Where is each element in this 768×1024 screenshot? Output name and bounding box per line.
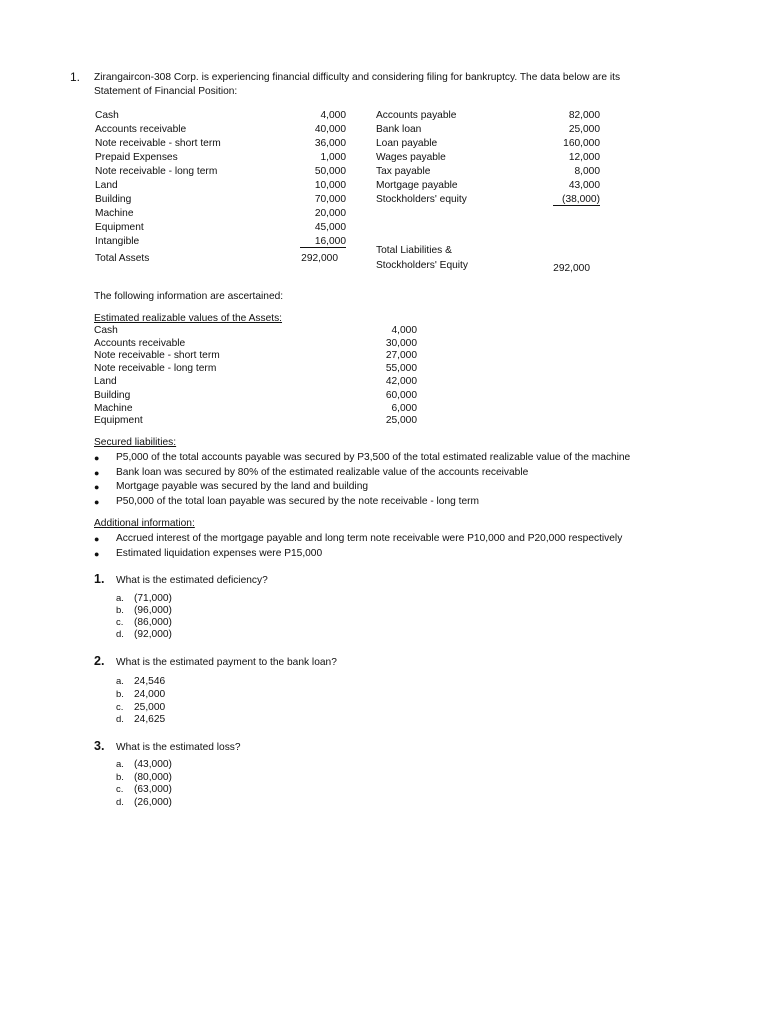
additional-item: Estimated liquidation expenses were P15,000 xyxy=(116,548,323,559)
choice-text: 25,000 xyxy=(134,702,166,713)
realizable-value: 60,000 xyxy=(385,390,417,401)
choice-text: 24,000 xyxy=(134,689,166,700)
liability-value: (38,000) xyxy=(562,194,600,205)
realizable-label: Land xyxy=(94,376,117,387)
asset-label: Note receivable - long term xyxy=(95,166,218,177)
choice-letter: a. xyxy=(116,676,124,687)
asset-value: 70,000 xyxy=(314,194,346,205)
realizable-value: 27,000 xyxy=(385,350,417,361)
asset-underline xyxy=(300,247,346,248)
total-assets-label: Total Assets xyxy=(95,253,150,264)
additional-heading: Additional information: xyxy=(94,518,195,529)
liability-value: 43,000 xyxy=(568,180,600,191)
ascertained-intro: The following information are ascertained: xyxy=(94,291,284,302)
realizable-heading: Estimated realizable values of the Assets: xyxy=(94,313,283,324)
bullet-icon: ● xyxy=(94,482,100,492)
asset-label: Intangible xyxy=(95,236,140,247)
total-assets-value: 292,000 xyxy=(301,253,338,264)
bullet-icon: ● xyxy=(94,497,100,507)
asset-label: Equipment xyxy=(95,222,144,233)
total-liab-label-line-2: Stockholders' Equity xyxy=(376,260,468,271)
asset-value: 10,000 xyxy=(314,180,346,191)
choice-letter: c. xyxy=(116,702,124,713)
realizable-label: Equipment xyxy=(94,415,143,426)
problem-number: 1. xyxy=(70,70,81,84)
liability-underline xyxy=(553,205,600,206)
question-number: 1. xyxy=(94,572,105,586)
choice-letter: a. xyxy=(116,759,124,770)
liability-label: Stockholders' equity xyxy=(376,194,467,205)
realizable-value: 42,000 xyxy=(385,376,417,387)
question-text: What is the estimated deficiency? xyxy=(116,575,268,586)
choice-letter: d. xyxy=(116,714,124,725)
asset-label: Land xyxy=(95,180,118,191)
asset-value: 4,000 xyxy=(320,110,346,121)
realizable-value: 55,000 xyxy=(385,363,417,374)
secured-item: P50,000 of the total loan payable was secured by the note receivable - long term xyxy=(116,496,480,507)
asset-label: Cash xyxy=(95,110,119,121)
asset-value: 16,000 xyxy=(314,236,346,247)
choice-text: 24,546 xyxy=(134,676,166,687)
total-liab-label-line-1: Total Liabilities & xyxy=(376,245,452,256)
asset-value: 45,000 xyxy=(314,222,346,233)
liability-value: 25,000 xyxy=(568,124,600,135)
realizable-value: 25,000 xyxy=(385,415,417,426)
choice-letter: d. xyxy=(116,629,124,640)
realizable-label: Cash xyxy=(94,325,118,336)
asset-label: Machine xyxy=(95,208,134,219)
choice-letter: b. xyxy=(116,605,124,616)
choice-letter: c. xyxy=(116,617,124,628)
asset-value: 20,000 xyxy=(314,208,346,219)
bullet-icon: ● xyxy=(94,453,100,463)
choice-letter: b. xyxy=(116,772,124,783)
choice-text: 24,625 xyxy=(134,714,166,725)
question-number: 3. xyxy=(94,739,105,753)
question-number: 2. xyxy=(94,654,105,668)
secured-heading: Secured liabilities: xyxy=(94,437,177,448)
liability-value: 12,000 xyxy=(568,152,600,163)
choice-text: (86,000) xyxy=(134,617,172,628)
secured-item: Mortgage payable was secured by the land and building xyxy=(116,481,369,492)
choice-letter: b. xyxy=(116,689,124,700)
liability-value: 160,000 xyxy=(563,138,600,149)
bullet-icon: ● xyxy=(94,468,100,478)
question-text: What is the estimated payment to the bank loan? xyxy=(116,657,337,668)
problem-intro-line-1: Zirangaircon-308 Corp. is experiencing financial difficulty and considering filing for bankruptcy. The data below are its xyxy=(94,72,621,83)
choice-text: (26,000) xyxy=(134,797,172,808)
choice-text: (92,000) xyxy=(134,629,172,640)
choice-letter: c. xyxy=(116,784,124,795)
realizable-label: Accounts receivable xyxy=(94,338,186,349)
problem-intro-line-2: Statement of Financial Position: xyxy=(94,86,238,97)
asset-label: Accounts receivable xyxy=(95,124,187,135)
question-text: What is the estimated loss? xyxy=(116,742,241,753)
choice-text: (63,000) xyxy=(134,784,172,795)
asset-label: Building xyxy=(95,194,132,205)
realizable-label: Note receivable - short term xyxy=(94,350,220,361)
realizable-value: 30,000 xyxy=(385,338,417,349)
liability-label: Loan payable xyxy=(376,138,438,149)
secured-item: Bank loan was secured by 80% of the estimated realizable value of the accounts receivable xyxy=(116,467,529,478)
liability-label: Tax payable xyxy=(376,166,431,177)
choice-text: (71,000) xyxy=(134,593,172,604)
asset-label: Note receivable - short term xyxy=(95,138,221,149)
liability-label: Accounts payable xyxy=(376,110,457,121)
liability-value: 82,000 xyxy=(568,110,600,121)
realizable-value: 6,000 xyxy=(391,403,417,414)
asset-value: 36,000 xyxy=(314,138,346,149)
secured-item: P5,000 of the total accounts payable was secured by P3,500 of the total estimated realizable value of the machine xyxy=(116,452,631,463)
realizable-label: Note receivable - long term xyxy=(94,363,217,374)
choice-letter: d. xyxy=(116,797,124,808)
bullet-icon: ● xyxy=(94,549,100,559)
liability-label: Bank loan xyxy=(376,124,422,135)
asset-label: Prepaid Expenses xyxy=(95,152,178,163)
additional-item: Accrued interest of the mortgage payable and long term note receivable were P10,000 and P20,000 respectively xyxy=(116,533,623,544)
asset-value: 40,000 xyxy=(314,124,346,135)
liability-value: 8,000 xyxy=(574,166,600,177)
choice-text: (43,000) xyxy=(134,759,172,770)
total-liab-value: 292,000 xyxy=(553,263,590,274)
liability-label: Mortgage payable xyxy=(376,180,458,191)
realizable-value: 4,000 xyxy=(391,325,417,336)
realizable-label: Machine xyxy=(94,403,133,414)
bullet-icon: ● xyxy=(94,534,100,544)
choice-text: (80,000) xyxy=(134,772,172,783)
choice-text: (96,000) xyxy=(134,605,172,616)
liability-label: Wages payable xyxy=(376,152,446,163)
asset-value: 1,000 xyxy=(320,152,346,163)
asset-value: 50,000 xyxy=(314,166,346,177)
choice-letter: a. xyxy=(116,593,124,604)
realizable-label: Building xyxy=(94,390,131,401)
